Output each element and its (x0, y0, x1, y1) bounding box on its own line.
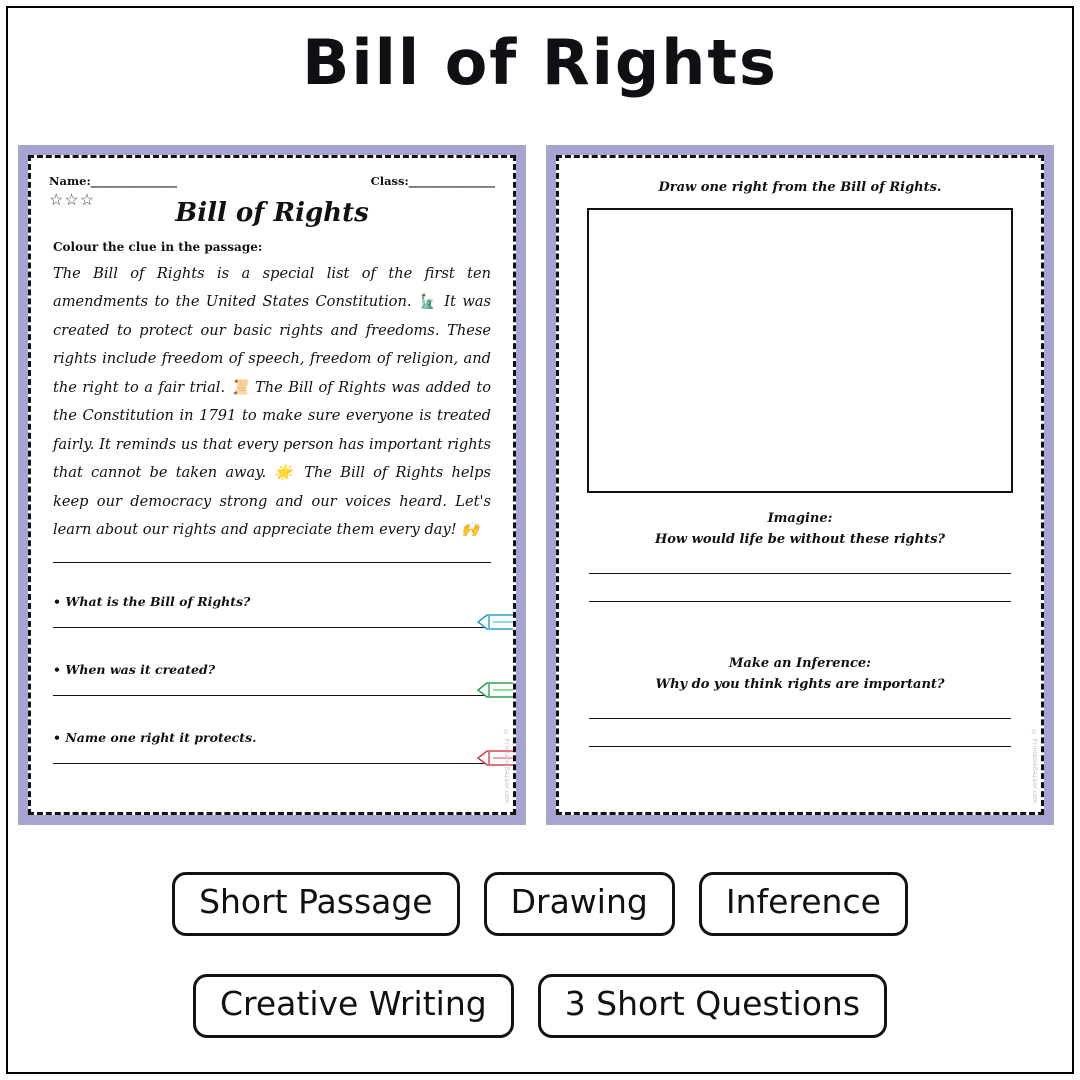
feature-tags-row-2 (0, 974, 1080, 1038)
worksheet-title: Bill of Rights (175, 198, 369, 228)
drawing-prompt: Draw one right from the Bill of Rights. (658, 180, 942, 195)
answer-line[interactable] (589, 601, 1011, 629)
crayon-icon-green (477, 681, 516, 699)
answer-line[interactable] (53, 695, 485, 696)
page-title: Bill of Rights (302, 26, 778, 99)
inference-section-heading (559, 653, 1041, 696)
inference-heading-line2: Why do you think rights are important? (655, 677, 945, 693)
colour-clue-instruction: Colour the clue in the passage: (53, 240, 263, 254)
feature-tag-creative-writing[interactable]: Creative Writing (193, 974, 514, 1038)
question-block (53, 730, 491, 764)
question-text: • Name one right it protects. (53, 730, 257, 745)
question-text: • When was it created? (53, 662, 216, 677)
question-text: • What is the Bill of Rights? (53, 594, 251, 609)
answer-line[interactable] (589, 573, 1011, 601)
crayon-icon-red (477, 749, 516, 767)
feature-tags-row-1 (0, 872, 1080, 936)
feature-tag-drawing[interactable]: Drawing (484, 872, 675, 936)
student-info-row (49, 174, 495, 188)
imagine-section-heading (559, 508, 1041, 551)
feature-tag-short-passage[interactable]: Short Passage (172, 872, 460, 936)
reading-passage: The Bill of Rights is a special list of the first ten amendments to the United States Constitution. 🗽 It was created to protect our basic rights and freedoms. These rights include freedom of speech, freedom of religion, and the right to a fair trial. 📜 The Bill of Rights was added to the Constitution in 1791 to make sure everyone is treated fairly. It reminds us that every person has important rights that cannot be taken away. 🌟 The Bill of Rights helps keep our democracy strong and our voices heard. Let's learn about our rights and appreciate them every day! 🙌 (53, 265, 491, 539)
answer-line[interactable] (53, 763, 485, 764)
inference-heading-line1: Make an Inference: (729, 656, 871, 671)
worksheet-page-right (546, 145, 1054, 825)
crayon-icon-blue (477, 613, 516, 631)
section-divider (53, 562, 491, 563)
question-block (53, 662, 491, 696)
answer-line[interactable] (589, 746, 1011, 774)
feature-tag-inference[interactable]: Inference (699, 872, 908, 936)
watermark-right: © PrintableBazaar.com (1031, 730, 1037, 804)
answer-line[interactable] (53, 627, 485, 628)
answer-line[interactable] (589, 718, 1011, 746)
imagine-answer-lines (589, 573, 1011, 629)
question-block (53, 594, 491, 628)
imagine-heading-line2: How would life be without these rights? (654, 532, 946, 548)
name-field-label[interactable]: Name:_______________ (49, 174, 177, 188)
imagine-heading-line1: Imagine: (767, 511, 833, 526)
worksheet-page-left-inner (28, 155, 516, 815)
class-field-label[interactable]: Class:_______________ (370, 174, 495, 188)
drawing-area[interactable] (587, 208, 1013, 493)
worksheet-page-left (18, 145, 526, 825)
star-rating-icon: ☆☆☆ (49, 192, 96, 209)
feature-tag-three-short-questions[interactable]: 3 Short Questions (538, 974, 887, 1038)
watermark-left: © PrintableBazaar.com (503, 730, 509, 804)
worksheet-page-right-inner (556, 155, 1044, 815)
inference-answer-lines (589, 718, 1011, 774)
